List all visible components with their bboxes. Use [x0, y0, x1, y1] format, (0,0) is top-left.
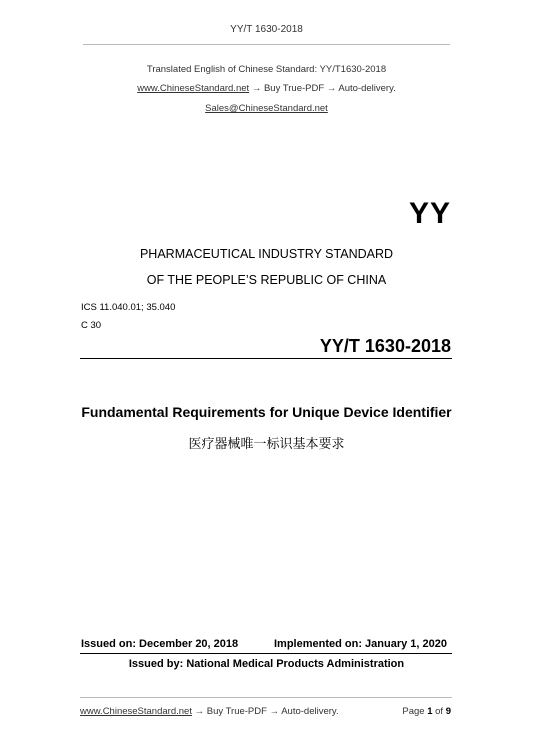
page-label: Page	[402, 706, 425, 717]
purchase-line	[0, 83, 533, 94]
issued-date: Issued on: December 20, 2018	[81, 638, 239, 650]
document-title-cn: 医疗器械唯一标识基本要求	[188, 436, 345, 451]
page-indicator	[402, 706, 451, 717]
issuing-authority: Issued by: National Medical Products Administration	[128, 658, 405, 670]
arrow-icon: →	[269, 706, 280, 717]
standard-type-line1: PHARMACEUTICAL INDUSTRY STANDARD	[139, 247, 394, 261]
arrow-icon: →	[251, 83, 262, 94]
ics-code: ICS 11.040.01; 35.040	[81, 302, 176, 313]
buy-text: Buy True-PDF	[263, 83, 325, 94]
page-total: 9	[445, 706, 451, 717]
standard-number: YY/T 1630-2018	[319, 336, 451, 356]
issuer-divider	[80, 653, 452, 654]
arrow-icon: →	[194, 706, 205, 717]
page-of: of	[435, 706, 444, 717]
site-link[interactable]: www.ChineseStandard.net	[137, 83, 250, 94]
delivery-text: Auto-delivery.	[338, 83, 396, 94]
header-divider	[83, 44, 450, 45]
footer-buy-text: Buy True-PDF	[206, 706, 267, 717]
translation-note: Translated English of Chinese Standard: YY/T1630-2018	[146, 64, 387, 75]
arrow-icon: →	[326, 83, 337, 94]
standard-type-line2: OF THE PEOPLE’S REPUBLIC OF CHINA	[146, 273, 387, 287]
document-title-en: Fundamental Requirements for Unique Device Identifier	[81, 404, 452, 420]
email-line	[0, 103, 533, 114]
category-code: YY	[408, 197, 451, 230]
ccs-code: C 30	[81, 320, 102, 331]
page-current: 1	[427, 706, 433, 717]
title-divider	[80, 358, 452, 359]
implemented-date: Implemented on: January 1, 2020	[274, 638, 448, 650]
email-link[interactable]: Sales@ChineseStandard.net	[205, 103, 328, 114]
footer-divider	[80, 697, 452, 698]
footer-purchase-line	[80, 706, 339, 717]
footer-site-link[interactable]: www.ChineseStandard.net	[80, 706, 192, 717]
running-header: YY/T 1630-2018	[230, 24, 303, 35]
footer-delivery-text: Auto-delivery.	[281, 706, 339, 717]
